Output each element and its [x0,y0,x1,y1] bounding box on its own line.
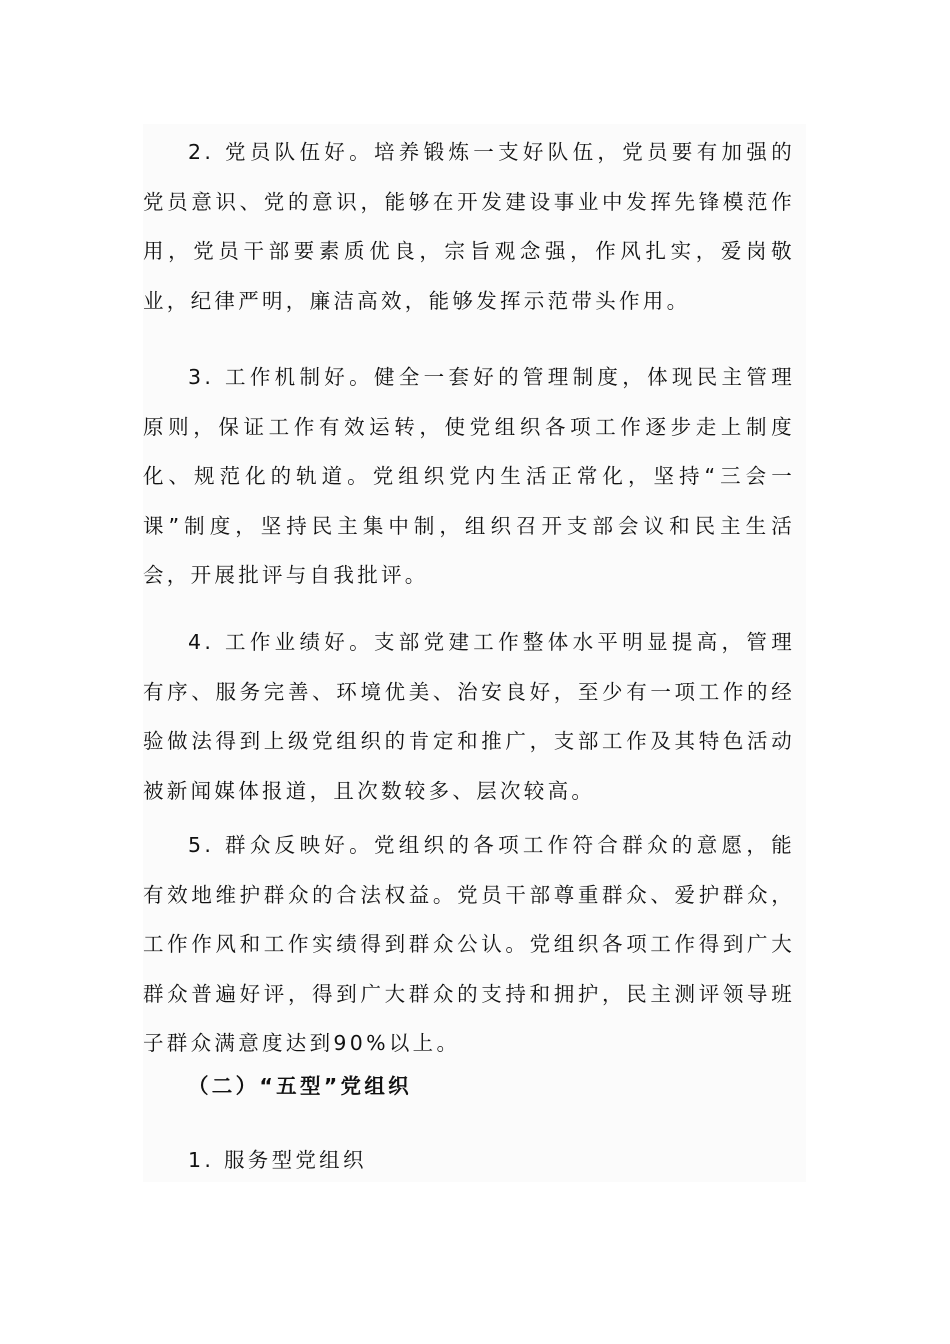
paragraph-work-mechanism: 3. 工作机制好。健全一套好的管理制度，体现民主管理原则，保证工作有效运转，使党组织各项工作逐步走上制度化、规范化的轨道。党组织党内生活正常化，坚持“三会一课”制度，坚持民主集中制，组织召开支部会议和民主生活会，开展批评与自我批评。 [143,365,795,587]
paragraph-party-member-team: 2. 党员队伍好。培养锻炼一支好队伍，党员要有加强的党员意识、党的意识，能够在开发建设事业中发挥先锋模范作用，党员干部要素质优良，宗旨观念强，作风扎实，爱岗敬业，纪律严明，廉洁高效，能够发挥示范带头作用。 [143,140,795,313]
section-heading-five-types: （二）“五型”党组织 [188,1074,412,1098]
paragraph-public-feedback: 5. 群众反映好。党组织的各项工作符合群众的意愿，能有效地维护群众的合法权益。党员干部尊重群众、爱护群众，工作作风和工作实绩得到群众公认。党组织各项工作得到广大群众普遍好评，得到广大群众的支持和拥护，民主测评领导班子群众满意度达到90%以上。 [143,833,795,1055]
document-page [143,124,806,1182]
paragraph-service-type: 1. 服务型党组织 [188,1148,367,1172]
paragraph-work-performance: 4. 工作业绩好。支部党建工作整体水平明显提高，管理有序、服务完善、环境优美、治安良好，至少有一项工作的经验做法得到上级党组织的肯定和推广，支部工作及其特色活动被新闻媒体报道，且次数较多、层次较高。 [143,630,795,803]
